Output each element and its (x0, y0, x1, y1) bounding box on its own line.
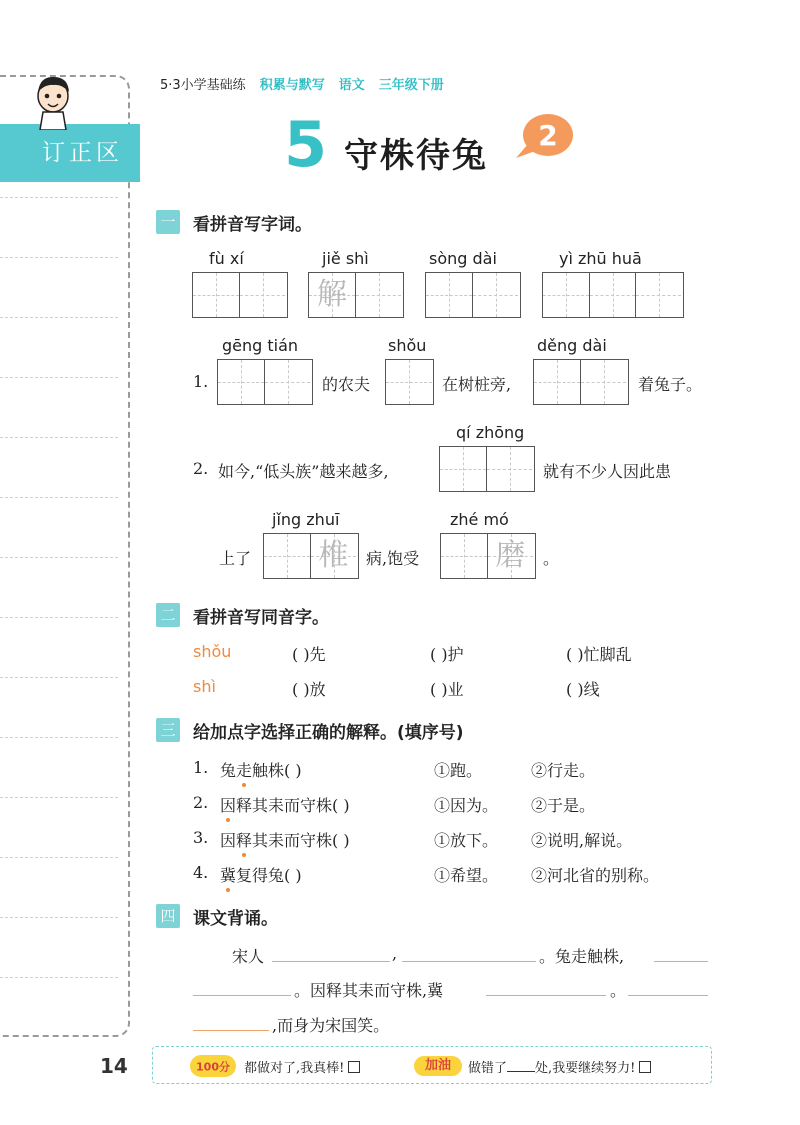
question-text[interactable]: 因释其耒而守株( ) (220, 828, 350, 851)
subject-name: 语文 (338, 78, 365, 93)
answer-grid[interactable] (192, 272, 288, 318)
answer-grid[interactable] (217, 359, 313, 405)
self-check-fix[interactable]: 做错了 处,我要继续努力! (468, 1057, 651, 1076)
hint-character: 解 (317, 277, 347, 312)
section2-badge: 二 (156, 603, 180, 627)
checkbox-icon (348, 1061, 360, 1073)
homophone-blank[interactable]: ( )先 (292, 645, 326, 664)
item-number: 1. (193, 758, 209, 777)
correction-panel (0, 75, 130, 1037)
option-1: ①希望。 (434, 866, 499, 885)
score-100-icon (190, 1055, 236, 1077)
section3-title: 给加点字选择正确的解释。(填序号) (193, 723, 464, 743)
grade-name: 三年级下册 (378, 78, 444, 93)
sentence-text: 着兔子。 (638, 375, 703, 394)
answer-grid[interactable] (439, 446, 535, 492)
item-number: 1. (193, 372, 209, 391)
pinyin-label: sòng dài (429, 249, 497, 268)
series-name: 5·3小学基础练 (160, 78, 246, 93)
boy-mascot-icon (30, 72, 76, 130)
item-number: 2. (193, 793, 209, 812)
section3-badge: 三 (156, 718, 180, 742)
recite-text: 。因释其耒而守株,冀 (294, 981, 444, 1000)
answer-grid[interactable] (308, 272, 404, 318)
book-header (160, 74, 444, 93)
svg-text:2: 2 (538, 119, 558, 152)
pinyin-label: qí zhōng (456, 423, 525, 442)
correction-tab: 订正区 (0, 124, 140, 182)
recite-text: 。兔走触株, (539, 947, 625, 966)
option-2: ②河北省的别称。 (531, 866, 660, 885)
pinyin-label: děng dài (537, 336, 607, 355)
recite-blank[interactable] (654, 947, 708, 962)
pinyin-label: yì zhū huā (559, 249, 642, 268)
book-name: 积累与默写 (259, 78, 325, 93)
sentence-text: 。 (543, 549, 560, 568)
recite-text: ,而身为宋国笑。 (272, 1016, 390, 1035)
pinyin-label: jiě shì (322, 249, 369, 268)
recite-blank[interactable] (628, 981, 708, 996)
section1-title: 看拼音写字词。 (193, 215, 312, 235)
sentence-text: 病,饱受 (366, 549, 420, 568)
pinyin-label: shǒu (388, 336, 427, 355)
section4-badge: 四 (156, 904, 180, 928)
recite-blank[interactable] (486, 981, 606, 996)
answer-grid[interactable] (542, 272, 684, 318)
sentence-text: 就有不少人因此患 (543, 462, 672, 481)
pinyin-label: gēng tián (222, 336, 299, 355)
recite-blank[interactable] (402, 947, 536, 962)
item-number: 2. (193, 459, 209, 478)
option-1: ①跑。 (434, 761, 483, 780)
question-text[interactable]: 兔走触株( ) (220, 758, 302, 781)
page-number: 14 (100, 1054, 128, 1078)
part-bubble-icon (512, 110, 576, 164)
homophone-blank[interactable]: ( )忙脚乱 (566, 645, 632, 664)
checkbox-icon (639, 1061, 651, 1073)
answer-grid[interactable] (263, 533, 359, 579)
homophone-blank[interactable]: ( )线 (566, 680, 600, 699)
sentence-text: 上了 (219, 549, 252, 568)
svg-text:100分: 100分 (196, 1060, 230, 1074)
item-number: 4. (193, 863, 209, 882)
recite-text: , (392, 944, 398, 963)
homophone-pinyin: shì (193, 677, 216, 696)
answer-grid[interactable] (440, 533, 536, 579)
self-check-ok[interactable]: 都做对了,我真棒! (244, 1057, 360, 1076)
pinyin-label: jǐng zhuī (272, 510, 340, 529)
recite-blank[interactable] (272, 947, 390, 962)
option-1: ①因为。 (434, 796, 499, 815)
answer-grid[interactable] (533, 359, 629, 405)
homophone-blank[interactable]: ( )业 (430, 680, 464, 699)
section1-badge: 一 (156, 210, 180, 234)
answer-grid[interactable] (425, 272, 521, 318)
homophone-blank[interactable]: ( )放 (292, 680, 326, 699)
pinyin-label: zhé mó (450, 510, 509, 529)
recite-blank[interactable] (193, 1016, 269, 1031)
option-2: ②说明,解说。 (531, 831, 633, 850)
sentence-text: 的农夫 (322, 375, 371, 394)
recite-text: 宋人 (232, 947, 265, 966)
lesson-number: 5 (284, 108, 328, 181)
sentence-text: 在树桩旁, (442, 375, 512, 394)
homophone-blank[interactable]: ( )护 (430, 645, 464, 664)
answer-grid[interactable] (385, 359, 434, 405)
hint-character: 磨 (495, 538, 526, 573)
recite-blank[interactable] (193, 981, 291, 996)
recite-text: 。 (610, 981, 627, 1000)
homophone-pinyin: shǒu (193, 642, 232, 661)
lesson-title: 守株待兔 (344, 136, 488, 176)
jiayou-badge: 加油 (414, 1056, 462, 1076)
question-text[interactable]: 冀复得兔( ) (220, 863, 302, 886)
option-2: ②于是。 (531, 796, 596, 815)
option-1: ①放下。 (434, 831, 499, 850)
item-number: 3. (193, 828, 209, 847)
question-text[interactable]: 因释其耒而守株( ) (220, 793, 350, 816)
section2-title: 看拼音写同音字。 (193, 608, 329, 628)
pinyin-label: fù xí (209, 249, 244, 268)
option-2: ②行走。 (531, 761, 596, 780)
sentence-text: 如今,“低头族”越来越多, (218, 462, 389, 481)
section4-title: 课文背诵。 (193, 909, 278, 929)
hint-character: 椎 (318, 538, 349, 573)
